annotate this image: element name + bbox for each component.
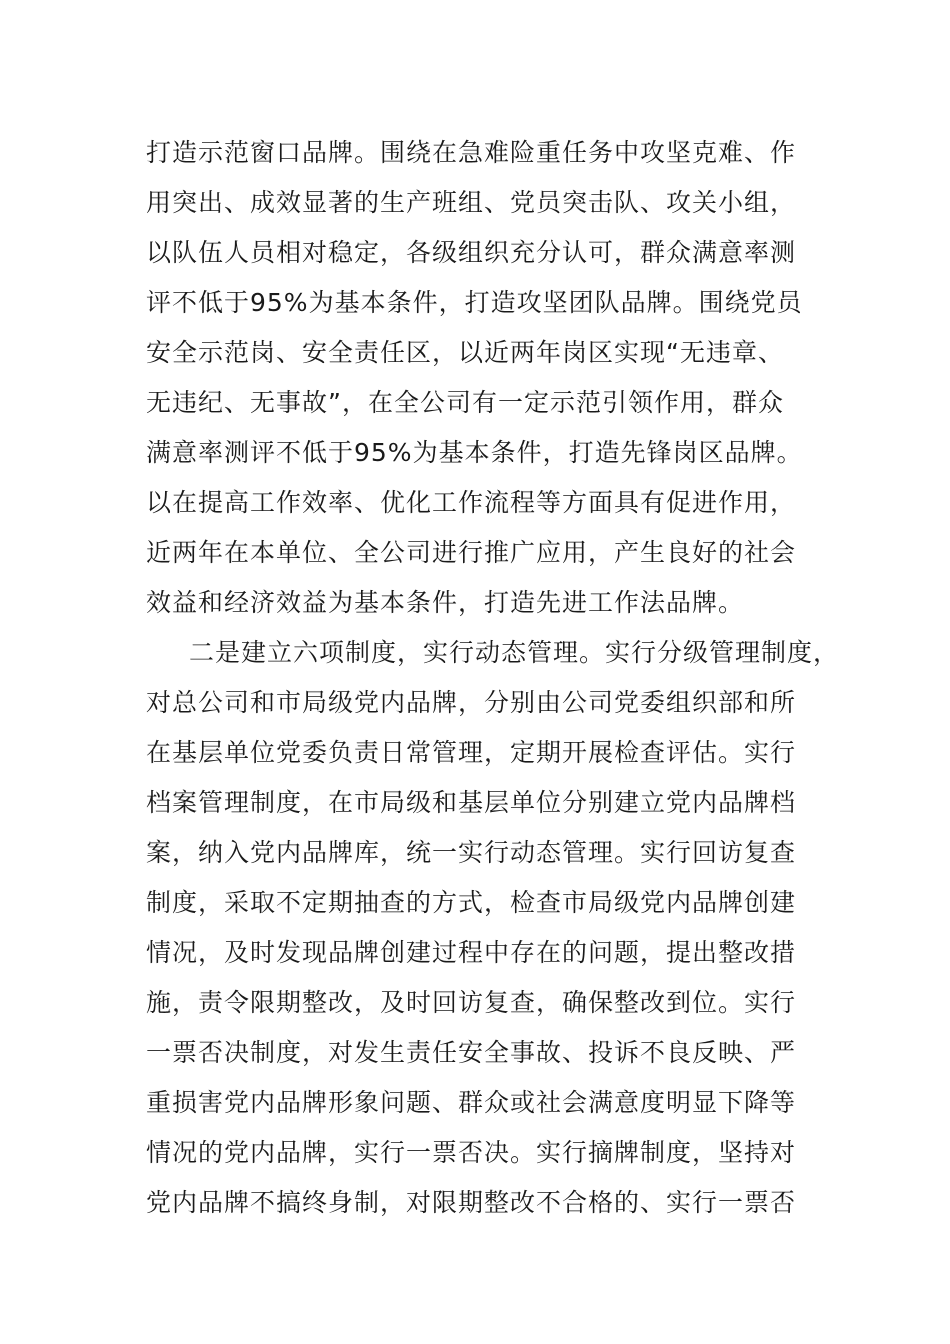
text-line: 重损害党内品牌形象问题、群众或社会满意度明显下降等 (146, 1088, 797, 1117)
text-line: 案，纳入党内品牌库，统一实行动态管理。实行回访复查 (146, 838, 797, 867)
body-text (146, 128, 840, 1228)
text-line: 在基层单位党委负责日常管理，定期开展检查评估。实行 (146, 738, 797, 767)
text-line: 制度，采取不定期抽查的方式，检查市局级党内品牌创建 (146, 888, 797, 917)
text-line: 党内品牌不搞终身制，对限期整改不合格的、实行一票否 (146, 1188, 797, 1217)
text-line: 情况的党内品牌，实行一票否决。实行摘牌制度，坚持对 (146, 1138, 797, 1167)
text-line: 情况，及时发现品牌创建过程中存在的问题，提出整改措 (146, 938, 797, 967)
text-line: 近两年在本单位、全公司进行推广应用，产生良好的社会 (146, 538, 797, 567)
text-line: 以在提高工作效率、优化工作流程等方面具有促进作用， (146, 488, 797, 517)
text-line: 评不低于95%为基本条件，打造攻坚团队品牌。围绕党员 (146, 288, 803, 317)
text-line: 对总公司和市局级党内品牌，分别由公司党委组织部和所 (146, 688, 797, 717)
text-line: 无违纪、无事故”，在全公司有一定示范引领作用，群众 (146, 388, 784, 417)
text-line: 效益和经济效益为基本条件，打造先进工作法品牌。 (146, 588, 745, 617)
text-line: 档案管理制度，在市局级和基层单位分别建立党内品牌档 (146, 788, 797, 817)
text-line: 一票否决制度，对发生责任安全事故、投诉不良反映、严 (146, 1038, 797, 1067)
text-line: 打造示范窗口品牌。围绕在急难险重任务中攻坚克难、作 (146, 138, 797, 167)
text-line: 施，责令限期整改，及时回访复查，确保整改到位。实行 (146, 988, 797, 1017)
text-line: 以队伍人员相对稳定，各级组织充分认可，群众满意率测 (146, 238, 797, 267)
text-line: 满意率测评不低于95%为基本条件，打造先锋岗区品牌。 (146, 438, 803, 467)
paragraph-first-line: 二是建立六项制度，实行动态管理。实行分级管理制度， (189, 638, 840, 667)
text-line: 安全示范岗、安全责任区，以近两年岗区实现“无违章、 (146, 338, 784, 367)
text-line: 用突出、成效显著的生产班组、党员突击队、攻关小组， (146, 188, 797, 217)
